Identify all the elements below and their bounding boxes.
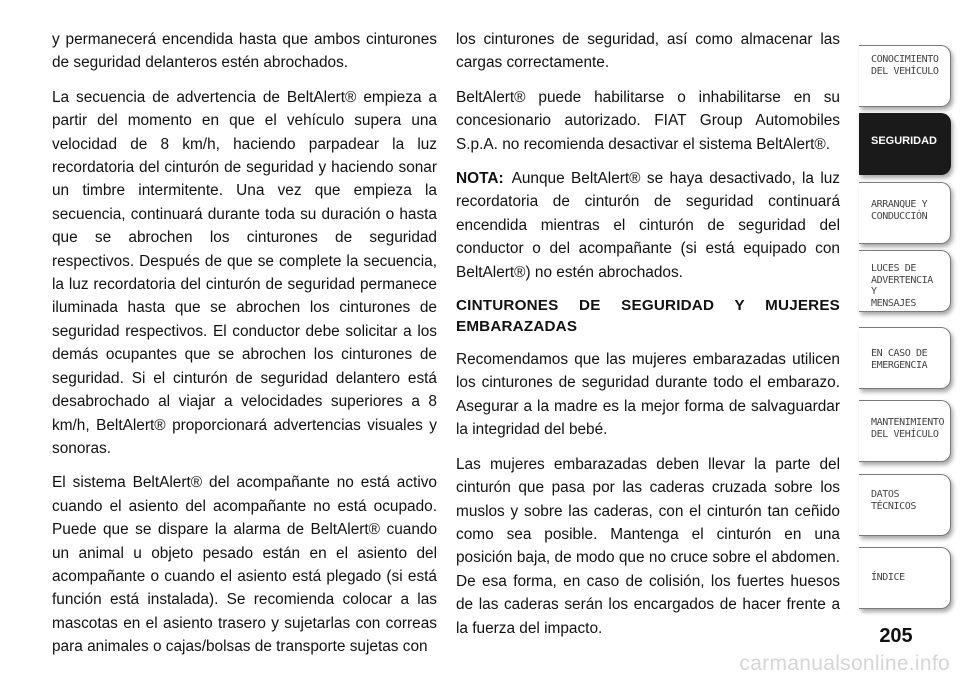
tab-label: EN CASO DE EMERGENCIA xyxy=(871,348,928,371)
paragraph: Las mujeres embarazadas deben llevar la parte del cinturón que pasa por las caderas cruzada sobre los muslos y sobre las caderas, con el cinturón tan ceñido como sea posible. Mantenga el cinturón en una posición baja, de modo que no cruce sobre el abdomen. De esa forma, en caso de colisión, los fuertes huesos de las caderas serán los encargados de hacer frente a la fuerza del impacto. xyxy=(456,455,840,637)
tab-label: SEGURIDAD xyxy=(871,135,938,147)
tab-mantenimiento-del-vehiculo[interactable] xyxy=(859,400,951,462)
paragraph: BeltAlert® puede habilitarse o inhabilitarse en su concesionario autorizado. FIAT Group Automobiles S.p.A. no recomienda desactivar el sistema BeltAlert®. xyxy=(456,88,840,153)
tab-label: ARRANQUE Y CONDUCCIÓN xyxy=(871,199,928,222)
tab-label: LUCES DE ADVERTENCIA Y MENSAJES xyxy=(871,263,933,309)
tab-label: DATOS TÉCNICOS xyxy=(871,489,916,512)
tab-label: CONOCIMIENTO DEL VEHÍCULO xyxy=(871,54,939,77)
section-heading: CINTURONES DE SEGURIDAD Y MUJERES EMBARAZADAS xyxy=(456,297,840,336)
tab-arranque-y-conduccion[interactable] xyxy=(859,182,951,244)
tab-conocimiento-del-vehiculo[interactable] xyxy=(859,45,951,107)
tab-en-caso-de-emergencia[interactable] xyxy=(859,327,951,389)
paragraph: La secuencia de advertencia de BeltAlert® empieza a partir del momento en que el vehículo supera una velocidad de 8 km/h, haciendo parpadear la luz recordatoria del cinturón de seguridad y haciendo sonar un timbre intermitente. Una vez que empieza la secuencia, continuará durante toda su duración o hasta que se abrochen los cinturones de seguridad respectivos. Después de que se complete la secuencia, la luz recordatoria del cinturón de seguridad permanece iluminada hasta que se abrochen los cinturones de seguridad respectivos. El conductor debe solicitar a los demás ocupantes que se abrochen los cinturones de seguridad. Si el cinturón de seguridad delantero está desabrochado al viajar a velocidades superiores a 8 km/h, BeltAlert® proporcionará advertencias visuales y sonoras. xyxy=(52,88,437,457)
tab-luces-de-advertencia-y-mensajes[interactable] xyxy=(859,250,951,312)
right-text-column xyxy=(456,28,840,651)
watermark: carmanualsonline.info xyxy=(739,652,950,675)
chapter-tabs-sidebar xyxy=(853,0,960,678)
note-label: NOTA: xyxy=(456,170,504,188)
page-number: 205 xyxy=(879,625,913,647)
paragraph: los cinturones de seguridad, así como almacenar las cargas correctamente. xyxy=(456,31,840,72)
tab-label: ÍNDICE xyxy=(871,572,905,583)
tab-label: MANTENIMIENTO DEL VEHÍCULO xyxy=(871,417,945,440)
note-paragraph xyxy=(456,167,840,284)
tab-seguridad[interactable] xyxy=(859,113,951,175)
left-text-column xyxy=(52,28,437,670)
paragraph: Recomendamos que las mujeres embarazadas utilicen los cinturones de seguridad durante todo el embarazo. Asegurar a la madre es la mejor forma de salvaguardar la integridad del bebé. xyxy=(456,351,840,439)
tab-datos-tecnicos[interactable] xyxy=(859,474,951,536)
paragraph: y permanecerá encendida hasta que ambos cinturones de seguridad delanteros estén abrochados. xyxy=(52,31,437,72)
note-text: Aunque BeltAlert® se haya desactivado, la luz recordatoria de cinturón de seguridad continuará encendida mientras el cinturón de seguridad del conductor o del acompañante (si está equipado con BeltAlert®) no estén abrochados. xyxy=(456,170,840,281)
paragraph: El sistema BeltAlert® del acompañante no está activo cuando el asiento del acompañante no está ocupado. Puede que se dispare la alarma de BeltAlert® cuando un animal u objeto pesado están en el asiento del acompañante o cuando el asiento está plegado (si está función está instalada). Se recomienda colocar a las mascotas en el asiento trasero y sujetarlas con correas para animales o cajas/bolsas de transporte sujetas con xyxy=(52,474,437,656)
tab-indice[interactable] xyxy=(859,547,951,609)
